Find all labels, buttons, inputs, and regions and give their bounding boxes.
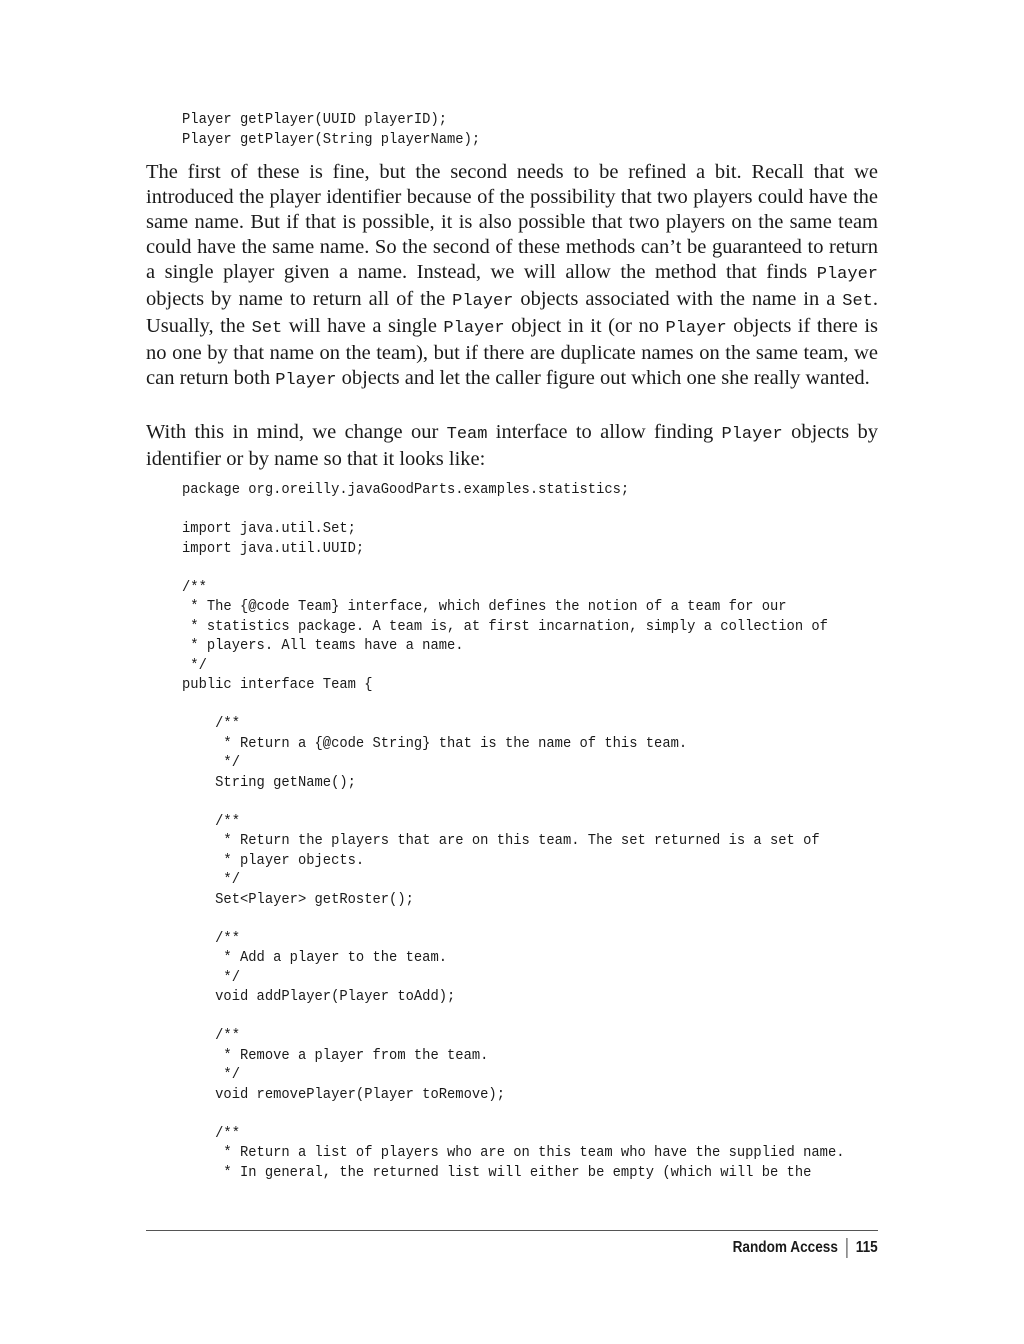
inline-code: Player	[275, 371, 337, 390]
code-listing-getplayer: Player getPlayer(UUID playerID); Player getPlayer(String playerName);	[182, 111, 481, 148]
inline-code: Team	[446, 425, 488, 444]
text-run: object in it (or no	[504, 315, 666, 337]
page-footer	[733, 1238, 878, 1258]
text-run: objects by identifier or by name so that it looks like:	[146, 421, 878, 470]
text-run: objects by name to return all of the	[146, 288, 453, 310]
text-run: interface to allow finding	[487, 421, 722, 443]
inline-code: Set	[251, 319, 283, 338]
text-run: objects and let the caller figure out which one she really wanted.	[336, 367, 870, 389]
footer-section-title: Random Access	[732, 1239, 839, 1256]
inline-code: Player	[665, 319, 727, 338]
code-listing-team-interface: package org.oreilly.javaGoodParts.examples.statistics; import java.util.Set; import java.util.UUID; /** * The {@code Team} interface, which defines the notion of a team for our * statistics package. A team is, at first incarnation, simply a collection of * players. All teams have a name. */ public interface Team { /** * Return a {@code String} that is the name of this team. */ String getName(); /** * Return the players that are on this team. The set returned is a set of * player objects. */ Set<Player> getRoster(); /** * Add a player to the team. */ void addPlayer(Player toAdd); /** * Remove a player from the team. */ void removePlayer(Player toRemove); /** * Return a list of players who are on this team who have the supplied name. * In general, the returned list will either be empty (which will be the	[182, 481, 845, 1181]
text-run: objects if there is no one by that name on the team), but if there are duplicate names on the same team, we can return both	[146, 315, 878, 389]
text-run: . Usually, the	[146, 288, 878, 337]
paragraph-team-interface-intro	[146, 420, 878, 472]
text-run: objects associated with the name in a	[513, 288, 843, 310]
page-number: 115	[856, 1239, 878, 1256]
footer-separator	[847, 1238, 848, 1258]
inline-code: Player	[452, 292, 514, 311]
inline-code: Player	[721, 425, 783, 444]
text-run: will have a single	[282, 315, 444, 337]
text-run: With this in mind, we change our	[146, 421, 447, 443]
inline-code: Set	[842, 292, 873, 311]
footer-rule	[146, 1230, 878, 1231]
inline-code: Player	[443, 319, 505, 338]
text-run: The first of these is fine, but the second needs to be refined a bit. Recall that we introduced the player identifier because of the possibility that two players could have the same name. But if that is possible, it is also possible that two players on the same team could have the same name. So the second of these methods can’t be guaranteed to return a single player given a name. Instead, we will allow the method that finds	[146, 161, 878, 283]
paragraph-player-lookup	[146, 160, 878, 393]
inline-code: Player	[816, 265, 878, 284]
